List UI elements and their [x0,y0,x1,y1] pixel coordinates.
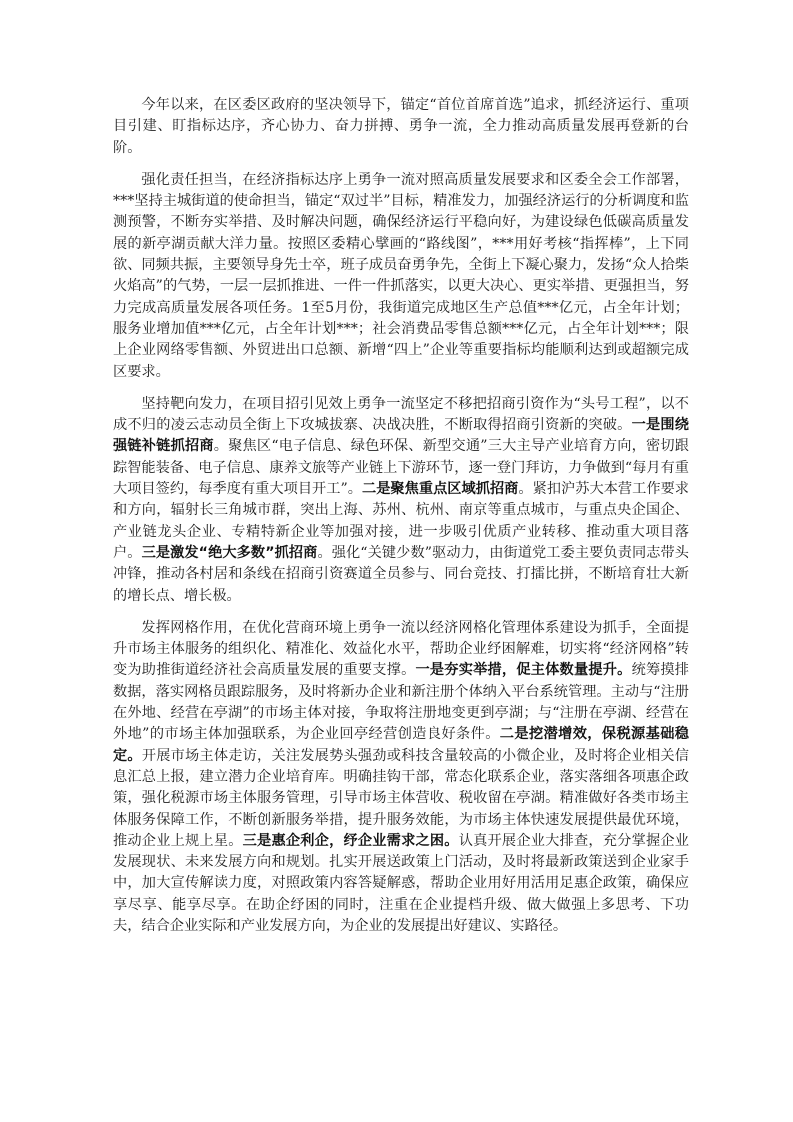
paragraph-text: 认真开展企业大排查，充分掌握企业发展现状、未来发展方向和规划。扎实开展送政策上门活动，及时将最新政策送到企业家手中，加大宣传解读力度，对照政策内容答疑解惑，帮助企业用好用活用足惠企政策，确保应享尽享、能享尽享。在助企纾困的同时，注重在企业提档升级、做大做强上多思考、下功夫，结合企业实际和产业发展方向，为企业的发展提出好建议、实路径。 [113,832,689,934]
paragraph-text: 坚持靶向发力，在项目招引见效上勇争一流坚定不移把招商引资作为“头号工程”，以不成不归的凌云志动员全街上下攻城拔寨、决战决胜，不断取得招商引资新的突破。 [113,395,689,434]
paragraph-business-environment [113,618,689,937]
paragraph-text: 强化责任担当，在经济指标达序上勇争一流对照高质量发展要求和区委全会工作部署，***坚持主城街道的使命担当，锚定“双过半”目标，精准发力，加强经济运行的分析调度和监测预警，不断夯实举措、及时解决问题，确保经济运行平稳向好，为建设绿色低碳高质量发展的新亭湖贡献大洋力量。按照区委精心擘画的“路线图”，***用好考核“指挥棒”，上下同欲、同频共振，主要领导身先士卒，班子成员奋勇争先，全街上下凝心聚力，发扬“众人拾柴火焰高”的气势，一层一层抓推进、一件一件抓落实，以更大决心、更实举措、更强担当，努力完成高质量发展各项任务。1至5月份，我街道完成地区生产总值***亿元，占全年计划；服务业增加值***亿元，占全年计划***；社会消费品零售总额***亿元，占全年计划***；限上企业网络零售额、外贸进出口总额、新增“四上”企业等重要指标均能顺利达到或超额完成区要求。 [113,171,689,380]
paragraph-text: 开展市场主体走访，关注发展势头强劲或科技含量较高的小微企业，及时将企业相关信息汇总上报，建立潜力企业培育库。明确挂钩干部，常态化联系企业，落实落细各项惠企政策，强化税源市场主体服务管理，引导市场主体营收、税收留在亭湖。精准做好各类市场主体服务保障工作，不断创新服务举措，提升服务效能，为市场主体快速发展提供最优环境，推动企业上规上星。 [113,747,689,849]
paragraph-text: 今年以来，在区委区政府的坚决领导下，锚定“首位首席首选”追求，抓经济运行、重项目引建、盯指标达序，齐心协力、奋力拼搏、勇争一流，全力推动高质量发展再登新的台阶。 [113,97,689,156]
bold-heading-2: 二是聚焦重点区域抓招商 [361,481,519,498]
bold-heading-1: 一是围绕强链补链抓招商 [113,417,689,455]
paragraph-project-investment [113,394,689,607]
bold-heading-2: 二是挖潜增效，保税源基础稳定。 [113,726,689,764]
bold-heading-3: 三是惠企利企，纾企业需求之困。 [242,832,459,849]
paragraph-text: 统筹摸排数据，落实网格员跟踪服务，及时将新办企业和新注册个体纳入平台系统管理。主动与“注册在外地、经营在亭湖”的市场主体对接，争取将注册地变更到亭湖；与“注册在亭湖、经营在外地”的市场主体加强联系，为企业回亭经营创造良好条件。 [113,662,689,743]
paragraph-text: 。紧扣沪苏大本营工作要求和方向，辐射长三角城市群，突出上海、苏州、杭州、南京等重点城市，与重点央企国企、产业链龙头企业、专精特新企业等加强对接，进一步吸引优质产业转移、推动重大项目落户。 [113,481,689,561]
document-body [113,95,689,948]
bold-heading-1: 一是夯实举措，促主体数量提升。 [415,662,632,679]
paragraph-economic-indicators [113,170,689,383]
paragraph-text: 发挥网格作用，在优化营商环境上勇争一流以经济网格化管理体系建设为抓手，全面提升市场主体服务的组织化、精准化、效益化水平，帮助企业纾困解难，切实将“经济网格”转变为助推街道经济社会高质量发展的重要支撑。 [113,619,689,679]
paragraph-intro [113,95,689,159]
bold-heading-3: 三是激发“绝大多数”抓招商 [141,544,318,561]
paragraph-text: 。聚焦区“电子信息、绿色环保、新型交通”三大主导产业培育方向，密切跟踪智能装备、电子信息、康养文旅等产业链上下游环节，逐一登门拜访，力争做到“每月有重大项目签约，每季度有重大项目开工”。 [113,438,689,498]
paragraph-text: 。强化“关键少数”驱动力，由街道党工委主要负责同志带头冲锋，推动各村居和条线在招商引资赛道全员参与、同台竞技、打擂比拼，不断培育壮大新的增长点、增长极。 [113,544,689,604]
